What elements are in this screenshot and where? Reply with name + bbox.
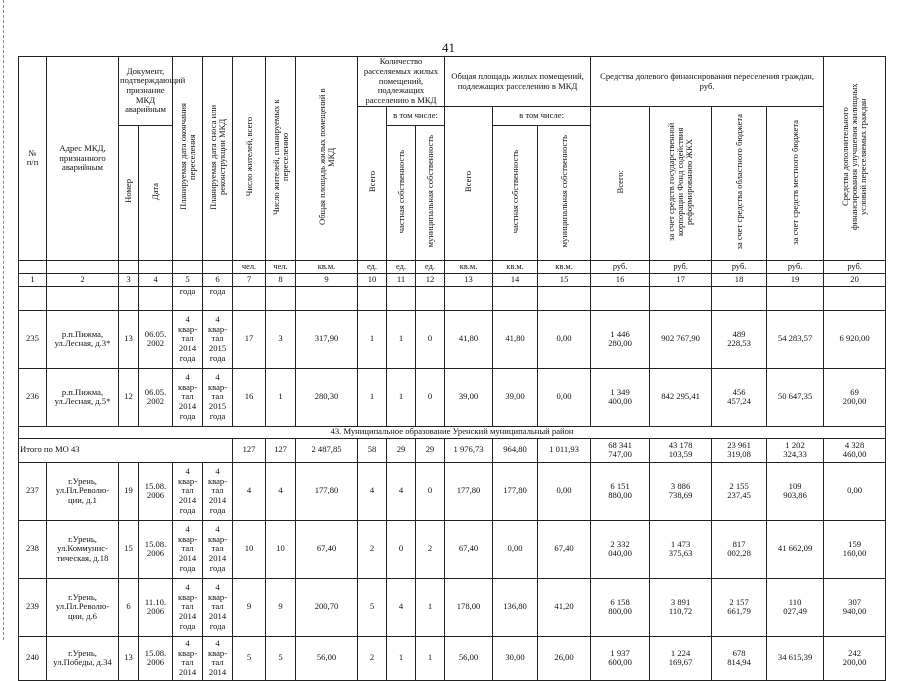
col-area-private: частная собственность [509, 149, 520, 233]
col-residents-total: Число жителей, всего [243, 117, 254, 197]
cell-date: 06.05. 2002 [139, 310, 173, 368]
cell-arm: 0,00 [538, 462, 591, 520]
column-number: 17 [650, 273, 712, 286]
cell-date: 15.08. 2006 [139, 636, 173, 680]
cell-num: 13 [119, 636, 139, 680]
cell-cnt: 2 [358, 636, 387, 680]
cell-num: 13 [119, 310, 139, 368]
total-fl: 1 202 324,33 [767, 438, 824, 462]
cell-fc: 902 767,90 [650, 310, 712, 368]
cell-resp: 10 [266, 520, 296, 578]
cell-cnt: 1 [358, 310, 387, 368]
cell-cntm: 1 [416, 636, 445, 680]
total-res: 127 [233, 438, 266, 462]
col-fund-region: за счет средства областного бюджета [733, 114, 744, 250]
unit-cell: кв.м. [493, 260, 538, 273]
cell-res: 10 [233, 520, 266, 578]
cell-ft: 6 151 880,00 [591, 462, 650, 520]
table-header [19, 57, 886, 287]
cell-arp: 30,00 [493, 636, 538, 680]
cell-date: 15.08. 2006 [139, 520, 173, 578]
cell-area: 200,70 [296, 578, 358, 636]
cell-ft: 6 158 800,00 [591, 578, 650, 636]
total-cntm: 29 [416, 438, 445, 462]
cell-cnt: 2 [358, 520, 387, 578]
column-number: 11 [387, 273, 416, 286]
unit-cell: чел. [266, 260, 296, 273]
column-number: 5 [173, 273, 203, 286]
unit-cell: ед. [358, 260, 387, 273]
cell-q1: 4 квар- тал 2014 года [173, 462, 203, 520]
cell-q1: 4 квар- тал 2014 года [173, 310, 203, 368]
table-row [19, 578, 886, 636]
cell-q1: 4 квар- тал 2014 года [173, 520, 203, 578]
cell-arp: 136,80 [493, 578, 538, 636]
cell-n: 239 [19, 578, 47, 636]
cell-ar: 67,40 [445, 520, 493, 578]
cell-ft: 1 349 400,00 [591, 368, 650, 426]
cell-n: 238 [19, 520, 47, 578]
column-number: 16 [591, 273, 650, 286]
cell-cntm: 0 [416, 310, 445, 368]
unit-cell: кв.м. [538, 260, 591, 273]
cell-n: 236 [19, 368, 47, 426]
column-numbers-row [19, 273, 886, 286]
col-fund-corp: за счет средств государственной корпорации Фонд содействия реформированию ЖКХ [666, 122, 695, 242]
cell-cntm: 2 [416, 520, 445, 578]
cell-num: 6 [119, 578, 139, 636]
cell-ft: 2 332 040,00 [591, 520, 650, 578]
unit-cell: руб. [824, 260, 886, 273]
cell-address: г.Урень, ул.Пл.Револю- ции, д.1 [47, 462, 119, 520]
column-number: 18 [712, 273, 767, 286]
cell-num: 15 [119, 520, 139, 578]
cell-fr: 456 457,24 [712, 368, 767, 426]
col-area-sub: в том числе: [493, 107, 591, 126]
total-label: Итого по МО 43 [19, 438, 233, 462]
cell-date: 06.05. 2002 [139, 368, 173, 426]
cell-fc: 1 224 169,67 [650, 636, 712, 680]
cell-res: 5 [233, 636, 266, 680]
cell-resp: 1 [266, 368, 296, 426]
col-count-private: частная собственность [395, 149, 406, 233]
cell-fe: 242 200,00 [824, 636, 886, 680]
cell-fr: 817 002,28 [712, 520, 767, 578]
column-number: 20 [824, 273, 886, 286]
col-doc-number: Номер [122, 179, 133, 204]
cell-fe: 0,00 [824, 462, 886, 520]
continuation-row [19, 286, 886, 310]
unit-cell: ед. [387, 260, 416, 273]
col-fund-total: Всего: [614, 170, 625, 194]
total-ar: 1 976,73 [445, 438, 493, 462]
cell-resp: 9 [266, 578, 296, 636]
total-ft: 68 341 747,00 [591, 438, 650, 462]
cell-ft: 1 446 280,00 [591, 310, 650, 368]
cell-q2: 4 квар- тал 2015 года [203, 310, 233, 368]
resettlement-table [18, 56, 886, 681]
cell-fl: 109 903,86 [767, 462, 824, 520]
col-residents-planned: Число жителей, планируемых к переселению [270, 99, 290, 215]
column-number: 4 [139, 273, 173, 286]
cont-c5: года [173, 286, 203, 310]
col-count-total: Всего [366, 171, 377, 193]
cell-q1: 4 квар- тал 2014 [173, 636, 203, 680]
column-number: 19 [767, 273, 824, 286]
unit-cell: руб. [650, 260, 712, 273]
column-number: 6 [203, 273, 233, 286]
cell-arm: 41,20 [538, 578, 591, 636]
cell-cntp: 1 [387, 368, 416, 426]
cell-cntm: 0 [416, 368, 445, 426]
col-area-group: Общая площадь жилых помещений, подлежащих расселению в МКД [445, 57, 591, 107]
total-arp: 964,80 [493, 438, 538, 462]
cell-cntp: 4 [387, 578, 416, 636]
unit-cell: кв.м. [445, 260, 493, 273]
cell-area: 317,90 [296, 310, 358, 368]
cell-res: 9 [233, 578, 266, 636]
cell-n: 237 [19, 462, 47, 520]
column-number: 3 [119, 273, 139, 286]
cell-res: 16 [233, 368, 266, 426]
cell-res: 17 [233, 310, 266, 368]
column-number: 7 [233, 273, 266, 286]
cell-address: г.Урень, ул.Победы, д.34 [47, 636, 119, 680]
cell-q1: 4 квар- тал 2014 года [173, 578, 203, 636]
cell-fe: 159 160,00 [824, 520, 886, 578]
column-number: 2 [47, 273, 119, 286]
cell-fr: 489 228,53 [712, 310, 767, 368]
cell-area: 177,80 [296, 462, 358, 520]
cell-q2: 4 квар- тал 2015 года [203, 368, 233, 426]
col-doc-group: Документ, подтверждающий признание МКД аварийным [119, 57, 173, 126]
cell-arp: 0,00 [493, 520, 538, 578]
cell-res: 4 [233, 462, 266, 520]
cell-resp: 5 [266, 636, 296, 680]
table-row [19, 368, 886, 426]
cell-arm: 0,00 [538, 368, 591, 426]
cell-cnt: 1 [358, 368, 387, 426]
cell-address: г.Урень, ул.Коммунис- тическая, д.18 [47, 520, 119, 578]
column-number: 12 [416, 273, 445, 286]
cell-ar: 177,80 [445, 462, 493, 520]
cell-num: 19 [119, 462, 139, 520]
total-cntp: 29 [387, 438, 416, 462]
cell-date: 15.08. 2006 [139, 462, 173, 520]
table-row [19, 636, 886, 680]
total-fe: 4 328 460,00 [824, 438, 886, 462]
cell-ft: 1 937 600,00 [591, 636, 650, 680]
cell-q2: 4 квар- тал 2014 [203, 636, 233, 680]
cell-arp: 39,00 [493, 368, 538, 426]
col-area-municipal: муниципальная собственность [558, 135, 569, 248]
table-row [19, 462, 886, 520]
cell-cntp: 4 [387, 462, 416, 520]
cell-fl: 41 662,09 [767, 520, 824, 578]
unit-cell: ед. [416, 260, 445, 273]
table-row [19, 520, 886, 578]
cell-fl: 54 283,57 [767, 310, 824, 368]
unit-cell: руб. [767, 260, 824, 273]
total-arm: 1 011,93 [538, 438, 591, 462]
cell-fl: 110 027,49 [767, 578, 824, 636]
cell-date: 11.10. 2006 [139, 578, 173, 636]
col-n: № п/п [19, 57, 47, 261]
cell-q2: 4 квар- тал 2014 года [203, 462, 233, 520]
cell-fc: 842 295,41 [650, 368, 712, 426]
cell-fe: 307 940,00 [824, 578, 886, 636]
cell-address: г.Урень, ул.Пл.Револю- ции, д.6 [47, 578, 119, 636]
col-count-municipal: муниципальная собственность [424, 135, 435, 248]
cell-fr: 2 157 661,79 [712, 578, 767, 636]
cell-area: 67,40 [296, 520, 358, 578]
section-row [19, 426, 886, 438]
total-fr: 23 961 319,08 [712, 438, 767, 462]
cell-fl: 34 615,39 [767, 636, 824, 680]
cell-fr: 678 814,94 [712, 636, 767, 680]
total-row [19, 438, 886, 462]
col-fund-extra: Средства дополнительного финансирования улучшения жилищных условий переселяемых граждан [840, 83, 869, 231]
cell-ar: 56,00 [445, 636, 493, 680]
col-total-area: Общая площадь жилых помещений в МКД [316, 88, 336, 226]
total-fc: 43 178 103,59 [650, 438, 712, 462]
col-count-sub: в том числе: [387, 107, 445, 126]
cell-address: р.п.Пижма, ул.Лесная, д.3* [47, 310, 119, 368]
cell-n: 240 [19, 636, 47, 680]
col-area-total: Всего [463, 171, 474, 193]
col-address: Адрес МКД, признанного аварийным [47, 57, 119, 261]
column-number: 15 [538, 273, 591, 286]
cell-cnt: 4 [358, 462, 387, 520]
cell-cntp: 1 [387, 310, 416, 368]
column-number: 10 [358, 273, 387, 286]
cell-q1: 4 квар- тал 2014 года [173, 368, 203, 426]
cell-fl: 50 647,35 [767, 368, 824, 426]
cell-ar: 39,00 [445, 368, 493, 426]
cell-fr: 2 155 237,45 [712, 462, 767, 520]
cell-resp: 4 [266, 462, 296, 520]
col-fund-group: Средства долевого финансирования переселения граждан, руб. [591, 57, 824, 107]
total-resp: 127 [266, 438, 296, 462]
binding-line [3, 0, 4, 640]
cell-ar: 178,00 [445, 578, 493, 636]
page-number: 41 [442, 40, 455, 55]
unit-cell: руб. [591, 260, 650, 273]
col-count-group: Количество расселяемых жилых помещений, подлежащих расселению в МКД [358, 57, 445, 107]
cell-n: 235 [19, 310, 47, 368]
cell-q2: 4 квар- тал 2014 года [203, 520, 233, 578]
column-number: 8 [266, 273, 296, 286]
col-demolish: Планируемая дата сноса или реконструкции МКД [207, 104, 227, 210]
cell-cntp: 1 [387, 636, 416, 680]
unit-cell: руб. [712, 260, 767, 273]
cell-resp: 3 [266, 310, 296, 368]
unit-cell: чел. [233, 260, 266, 273]
cell-area: 280,30 [296, 368, 358, 426]
cell-num: 12 [119, 368, 139, 426]
section-title: 43. Муниципальное образование Уренский муниципальный район [19, 426, 886, 438]
column-number: 9 [296, 273, 358, 286]
cell-cntm: 0 [416, 462, 445, 520]
col-doc-date: Дата [150, 182, 160, 200]
table-row [19, 310, 886, 368]
column-number: 1 [19, 273, 47, 286]
cell-area: 56,00 [296, 636, 358, 680]
cell-arm: 26,00 [538, 636, 591, 680]
cell-cnt: 5 [358, 578, 387, 636]
cell-arm: 67,40 [538, 520, 591, 578]
units-row [19, 260, 886, 273]
cell-fe: 69 200,00 [824, 368, 886, 426]
cell-q2: 4 квар- тал 2014 года [203, 578, 233, 636]
cell-arp: 41,80 [493, 310, 538, 368]
column-number: 14 [493, 273, 538, 286]
col-fund-local: за счет средств местного бюджета [789, 119, 800, 245]
table-body [19, 286, 886, 680]
total-area: 2 487,85 [296, 438, 358, 462]
cell-fc: 3 891 110,72 [650, 578, 712, 636]
cell-cntp: 0 [387, 520, 416, 578]
cell-ar: 41,80 [445, 310, 493, 368]
cell-address: р.п.Пижма, ул.Лесная, д.5* [47, 368, 119, 426]
cell-fc: 3 886 738,69 [650, 462, 712, 520]
cell-fe: 6 920,00 [824, 310, 886, 368]
cell-cntm: 1 [416, 578, 445, 636]
unit-cell: кв.м. [296, 260, 358, 273]
col-resettle-end: Планируемая дата окончания переселения [177, 103, 197, 211]
cell-arp: 177,80 [493, 462, 538, 520]
column-number: 13 [445, 273, 493, 286]
cell-arm: 0,00 [538, 310, 591, 368]
cont-c6: года [203, 286, 233, 310]
cell-fc: 1 473 375,63 [650, 520, 712, 578]
total-cnt: 58 [358, 438, 387, 462]
